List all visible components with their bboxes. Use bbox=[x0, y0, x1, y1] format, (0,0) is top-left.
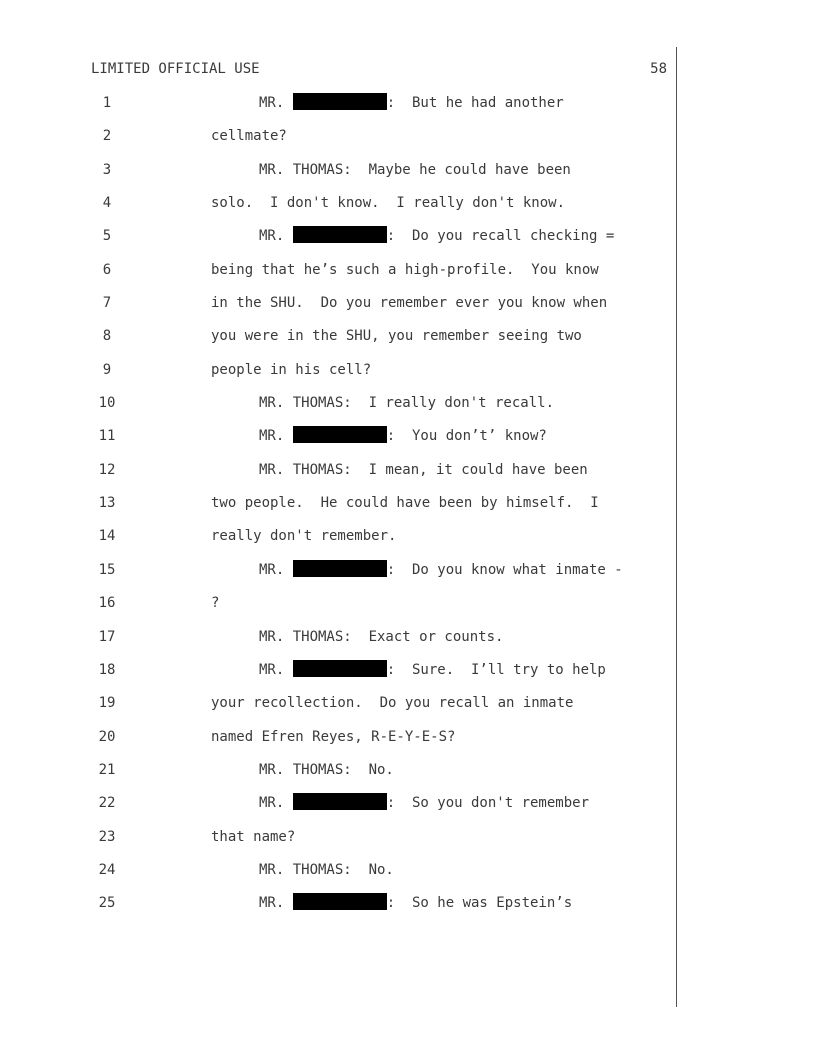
transcript-line bbox=[0, 87, 676, 120]
line-text-start: you were in the SHU, you remember seeing two bbox=[211, 328, 582, 345]
line-text-end: : But he had another bbox=[386, 95, 564, 111]
line-text bbox=[211, 687, 573, 720]
line-number: 19 bbox=[98, 695, 116, 712]
redaction-box bbox=[293, 893, 387, 910]
line-number: 5 bbox=[102, 228, 112, 245]
redaction-box bbox=[293, 426, 387, 443]
line-text bbox=[211, 320, 582, 353]
transcript-line bbox=[0, 821, 676, 854]
transcript-line bbox=[0, 287, 676, 320]
line-text-start: cellmate? bbox=[211, 128, 287, 145]
line-number: 13 bbox=[98, 495, 116, 512]
line-text bbox=[259, 854, 394, 887]
line-text-start: your recollection. Do you recall an inmate bbox=[211, 695, 574, 712]
line-number: 8 bbox=[102, 328, 112, 345]
line-text-start: MR. bbox=[259, 895, 293, 912]
transcript-line bbox=[0, 887, 676, 920]
line-text-start: MR. bbox=[259, 795, 293, 812]
line-text-start: MR. THOMAS: No. bbox=[259, 761, 394, 778]
transcript-line bbox=[0, 120, 676, 153]
line-text bbox=[211, 487, 599, 520]
line-text bbox=[259, 454, 588, 487]
line-text bbox=[259, 654, 606, 687]
line-text-start: MR. bbox=[259, 561, 293, 578]
line-text bbox=[211, 520, 396, 553]
line-number: 21 bbox=[98, 761, 116, 778]
transcript-line bbox=[0, 587, 676, 620]
line-text bbox=[259, 154, 571, 187]
line-text bbox=[211, 821, 295, 854]
line-text bbox=[211, 587, 219, 620]
right-margin-rule bbox=[676, 47, 677, 1007]
transcript-line bbox=[0, 220, 676, 253]
line-text bbox=[259, 621, 503, 654]
redaction-box bbox=[293, 660, 387, 677]
line-text bbox=[211, 354, 371, 387]
transcript-line bbox=[0, 420, 676, 453]
line-text bbox=[211, 254, 599, 287]
transcript-line bbox=[0, 154, 676, 187]
line-number: 23 bbox=[98, 828, 116, 845]
line-number: 11 bbox=[98, 428, 116, 445]
line-text-start: MR. THOMAS: I really don't recall. bbox=[259, 395, 555, 412]
line-text-start: MR. bbox=[259, 428, 293, 445]
line-text bbox=[259, 754, 394, 787]
line-number: 7 bbox=[102, 295, 112, 312]
transcript-line bbox=[0, 487, 676, 520]
transcript-line bbox=[0, 320, 676, 353]
line-text bbox=[211, 120, 287, 153]
line-number: 10 bbox=[98, 395, 116, 412]
line-text bbox=[259, 87, 564, 120]
line-text-end: : Do you know what inmate - bbox=[386, 561, 623, 578]
line-number: 2 bbox=[102, 128, 112, 145]
line-number: 17 bbox=[98, 628, 116, 645]
line-text-start: people in his cell? bbox=[211, 361, 372, 378]
line-number: 14 bbox=[98, 528, 116, 545]
line-text-start: MR. THOMAS: No. bbox=[259, 861, 394, 878]
line-text bbox=[259, 420, 547, 453]
classification-marking: LIMITED OFFICIAL USE bbox=[91, 61, 260, 77]
line-text-start: being that he’s such a high-profile. You know bbox=[211, 261, 599, 278]
transcript-line bbox=[0, 854, 676, 887]
line-number: 24 bbox=[98, 861, 116, 878]
page-number: 58 bbox=[650, 61, 667, 77]
transcript-line bbox=[0, 387, 676, 420]
line-text-start: ? bbox=[211, 595, 220, 612]
line-text bbox=[211, 721, 455, 754]
line-text-start: MR. bbox=[259, 661, 293, 678]
line-text bbox=[259, 554, 623, 587]
transcript-line bbox=[0, 354, 676, 387]
line-number: 22 bbox=[98, 795, 116, 812]
transcript-line bbox=[0, 454, 676, 487]
line-text-end: : You don’t’ know? bbox=[386, 428, 547, 445]
line-text-end: : So he was Epstein’s bbox=[386, 895, 573, 912]
transcript-line bbox=[0, 754, 676, 787]
line-number: 1 bbox=[102, 95, 112, 111]
line-number: 9 bbox=[102, 361, 112, 378]
line-text-start: named Efren Reyes, R-E-Y-E-S? bbox=[211, 728, 456, 745]
line-text-start: MR. bbox=[259, 228, 293, 245]
line-text-start: MR. THOMAS: I mean, it could have been bbox=[259, 461, 588, 478]
line-text bbox=[259, 787, 589, 820]
line-number: 3 bbox=[102, 161, 112, 178]
line-number: 6 bbox=[102, 261, 112, 278]
line-number: 18 bbox=[98, 661, 116, 678]
redaction-box bbox=[293, 560, 387, 577]
line-number: 16 bbox=[98, 595, 116, 612]
transcript-line bbox=[0, 687, 676, 720]
line-text-start: solo. I don't know. I really don't know. bbox=[211, 195, 566, 212]
line-number: 15 bbox=[98, 561, 116, 578]
redaction-box bbox=[293, 793, 387, 810]
redaction-box bbox=[293, 93, 387, 110]
line-text bbox=[259, 220, 614, 253]
line-text-start: in the SHU. Do you remember ever you know when bbox=[211, 295, 608, 312]
line-text bbox=[259, 887, 572, 920]
line-text-start: really don't remember. bbox=[211, 528, 397, 545]
line-text-end: : Sure. I’ll try to help bbox=[386, 661, 606, 678]
transcript-line bbox=[0, 721, 676, 754]
line-text-start: MR. THOMAS: Exact or counts. bbox=[259, 628, 504, 645]
line-text-start: MR. bbox=[259, 95, 293, 111]
transcript-line bbox=[0, 787, 676, 820]
line-text-start: two people. He could have been by himself. I bbox=[211, 495, 599, 512]
transcript-line bbox=[0, 187, 676, 220]
transcript-line bbox=[0, 554, 676, 587]
redaction-box bbox=[293, 226, 387, 243]
line-number: 20 bbox=[98, 728, 116, 745]
line-number: 12 bbox=[98, 461, 116, 478]
line-text-end: : Do you recall checking = bbox=[386, 228, 615, 245]
transcript-line bbox=[0, 621, 676, 654]
line-text-end: : So you don't remember bbox=[386, 795, 590, 812]
line-text-start: that name? bbox=[211, 828, 296, 845]
transcript-body bbox=[0, 87, 676, 921]
transcript-line bbox=[0, 654, 676, 687]
transcript-line bbox=[0, 254, 676, 287]
transcript-line bbox=[0, 520, 676, 553]
line-text-start: MR. THOMAS: Maybe he could have been bbox=[259, 161, 571, 178]
line-number: 4 bbox=[102, 195, 112, 212]
line-text bbox=[211, 187, 565, 220]
line-text bbox=[259, 387, 554, 420]
line-text bbox=[211, 287, 607, 320]
line-number: 25 bbox=[98, 895, 116, 912]
